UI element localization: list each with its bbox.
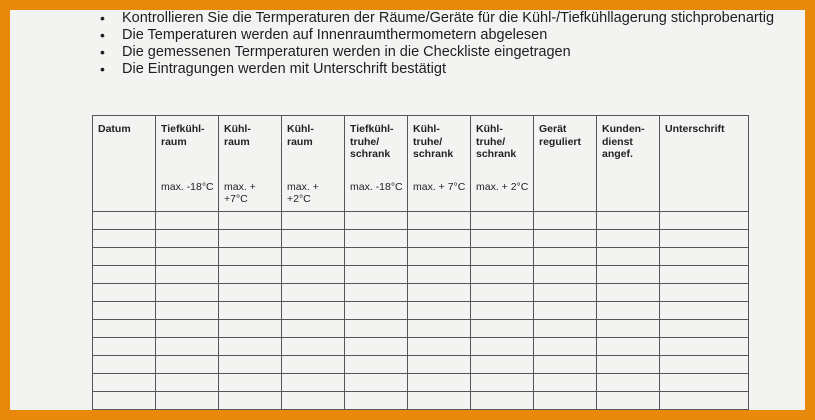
table-cell[interactable] [597,356,660,374]
table-cell[interactable] [408,212,471,230]
table-cell[interactable] [93,302,156,320]
table-cell[interactable] [534,338,597,356]
table-cell[interactable] [660,338,749,356]
table-cell[interactable] [156,356,219,374]
table-cell[interactable] [471,410,534,411]
table-row [93,284,749,302]
column-header-date: Datum [93,116,156,212]
table-row [93,392,749,410]
table-row [93,230,749,248]
instruction-text: Die gemessenen Termperaturen werden in die Checkliste eingetragen [122,44,571,60]
column-header-cooler-chest-7: Kühl- truhe/ schrank max. + 7°C [408,116,471,212]
table-cell[interactable] [156,410,219,411]
instruction-item [98,61,774,78]
table-cell[interactable] [408,284,471,302]
table-cell[interactable] [534,392,597,410]
document-page [10,10,805,410]
table-cell[interactable] [660,248,749,266]
table-cell[interactable] [93,230,156,248]
table-cell[interactable] [219,230,282,248]
table-row [93,410,749,411]
table-cell[interactable] [408,320,471,338]
table-cell[interactable] [660,410,749,411]
table-cell[interactable] [93,374,156,392]
table-cell[interactable] [597,392,660,410]
table-cell[interactable] [660,266,749,284]
table-cell[interactable] [156,266,219,284]
table-cell[interactable] [93,284,156,302]
table-cell[interactable] [93,392,156,410]
table-cell[interactable] [597,320,660,338]
table-cell[interactable] [660,356,749,374]
instruction-item [98,44,774,61]
table-cell[interactable] [660,302,749,320]
column-header-cold-room-2: Kühl- raum max. + +2°C [282,116,345,212]
instruction-item [98,10,774,27]
table-cell[interactable] [408,302,471,320]
table-cell[interactable] [282,212,345,230]
table-cell[interactable] [93,356,156,374]
table-cell[interactable] [408,230,471,248]
table-cell[interactable] [471,248,534,266]
table-cell[interactable] [219,302,282,320]
table-cell[interactable] [534,284,597,302]
temperature-limit: max. + +7°C [224,181,256,205]
table-cell[interactable] [408,356,471,374]
table-cell[interactable] [282,302,345,320]
table-cell[interactable] [597,284,660,302]
table-cell[interactable] [156,212,219,230]
table-cell[interactable] [345,410,408,411]
table-cell[interactable] [219,356,282,374]
table-cell[interactable] [345,338,408,356]
table-cell[interactable] [156,338,219,356]
table-cell[interactable] [471,320,534,338]
temperature-limit: max. + +2°C [287,181,319,205]
bullet-icon: • [100,27,105,43]
table-cell[interactable] [471,374,534,392]
table-cell[interactable] [219,374,282,392]
table-cell[interactable] [534,212,597,230]
table-cell[interactable] [471,284,534,302]
table-cell[interactable] [471,212,534,230]
table-cell[interactable] [408,266,471,284]
table-cell[interactable] [282,338,345,356]
table-cell[interactable] [282,410,345,411]
column-header-service-called: Kunden- dienst angef. [597,116,660,212]
table-cell[interactable] [219,320,282,338]
table-cell[interactable] [345,392,408,410]
column-header-cooler-chest-2: Kühl- truhe/ schrank max. + 2°C [471,116,534,212]
table-cell[interactable] [597,410,660,411]
table-cell[interactable] [219,212,282,230]
table-cell[interactable] [93,212,156,230]
temperature-limit: max. -18°C [161,181,214,193]
table-cell[interactable] [345,248,408,266]
table-cell[interactable] [597,374,660,392]
table-cell[interactable] [345,302,408,320]
table-cell[interactable] [534,320,597,338]
table-cell[interactable] [471,302,534,320]
table-cell[interactable] [660,284,749,302]
table-cell[interactable] [534,230,597,248]
table-cell[interactable] [282,356,345,374]
instruction-list [98,10,774,78]
table-cell[interactable] [534,302,597,320]
table-cell[interactable] [156,374,219,392]
column-header-freezer-room: Tiefkühl- raum max. -18°C [156,116,219,212]
table-cell[interactable] [282,284,345,302]
column-header-device-regulated: Gerät reguliert [534,116,597,212]
table-cell[interactable] [534,266,597,284]
table-cell[interactable] [597,212,660,230]
instruction-text: Die Eintragungen werden mit Unterschrift bestätigt [122,61,446,77]
temperature-limit: max. -18°C [350,181,403,193]
column-header-cold-room-7: Kühl- raum max. + +7°C [219,116,282,212]
table-cell[interactable] [660,212,749,230]
header-row [93,116,749,212]
table-cell[interactable] [93,248,156,266]
table-cell[interactable] [345,266,408,284]
column-header-freezer-chest: Tiefkühl- truhe/ schrank max. -18°C [345,116,408,212]
table-cell[interactable] [282,266,345,284]
table-cell[interactable] [471,230,534,248]
table-cell[interactable] [93,266,156,284]
table-cell[interactable] [597,230,660,248]
table-row [93,248,749,266]
instruction-text: Die Temperaturen werden auf Innenraumthermometern abgelesen [122,27,548,43]
table-cell[interactable] [660,230,749,248]
table-cell[interactable] [597,266,660,284]
table-cell[interactable] [408,374,471,392]
table-row [93,266,749,284]
table-cell[interactable] [282,374,345,392]
table-cell[interactable] [93,338,156,356]
table-body [93,212,749,411]
table-cell[interactable] [408,392,471,410]
table-cell[interactable] [345,356,408,374]
table-cell[interactable] [660,392,749,410]
table-cell[interactable] [156,284,219,302]
temperature-checklist-table [92,115,749,410]
temperature-limit: max. + 2°C [476,181,529,193]
table-cell[interactable] [156,230,219,248]
bullet-icon: • [100,61,105,77]
table-cell[interactable] [219,284,282,302]
table-cell[interactable] [408,248,471,266]
table-cell[interactable] [471,338,534,356]
table-cell[interactable] [219,338,282,356]
table-cell[interactable] [660,374,749,392]
table-cell[interactable] [471,266,534,284]
table-cell[interactable] [282,230,345,248]
table-cell[interactable] [93,410,156,411]
table-cell[interactable] [282,320,345,338]
table-cell[interactable] [282,392,345,410]
table-cell[interactable] [597,248,660,266]
table-cell[interactable] [345,230,408,248]
table-cell[interactable] [534,410,597,411]
table-cell[interactable] [219,248,282,266]
column-header-signature: Unterschrift [660,116,749,212]
table-cell[interactable] [345,374,408,392]
temperature-limit: max. + 7°C [413,181,466,193]
instruction-text: Kontrollieren Sie die Termperaturen der Räume/Geräte für die Kühl-/Tiefkühllagerung stichprobenartig [122,10,775,26]
table-cell[interactable] [408,410,471,411]
table-cell[interactable] [408,338,471,356]
bullet-icon: • [100,10,105,26]
table-cell[interactable] [660,320,749,338]
table-cell[interactable] [156,392,219,410]
table-row [93,338,749,356]
table-cell[interactable] [156,320,219,338]
table-row [93,356,749,374]
table-cell[interactable] [534,356,597,374]
table-row [93,320,749,338]
table-cell[interactable] [219,410,282,411]
table-cell[interactable] [597,302,660,320]
table-cell[interactable] [156,248,219,266]
table-cell[interactable] [534,248,597,266]
table-row [93,374,749,392]
instruction-item [98,27,774,44]
table-cell[interactable] [93,320,156,338]
table-cell[interactable] [156,302,219,320]
table-cell[interactable] [219,266,282,284]
table-cell[interactable] [219,392,282,410]
table-cell[interactable] [345,320,408,338]
table-cell[interactable] [534,374,597,392]
table-cell[interactable] [345,284,408,302]
table-cell[interactable] [471,356,534,374]
table-cell[interactable] [282,248,345,266]
table-row [93,212,749,230]
table-cell[interactable] [345,212,408,230]
bullet-icon: • [100,44,105,60]
table-cell[interactable] [597,338,660,356]
table-cell[interactable] [471,392,534,410]
table-row [93,302,749,320]
